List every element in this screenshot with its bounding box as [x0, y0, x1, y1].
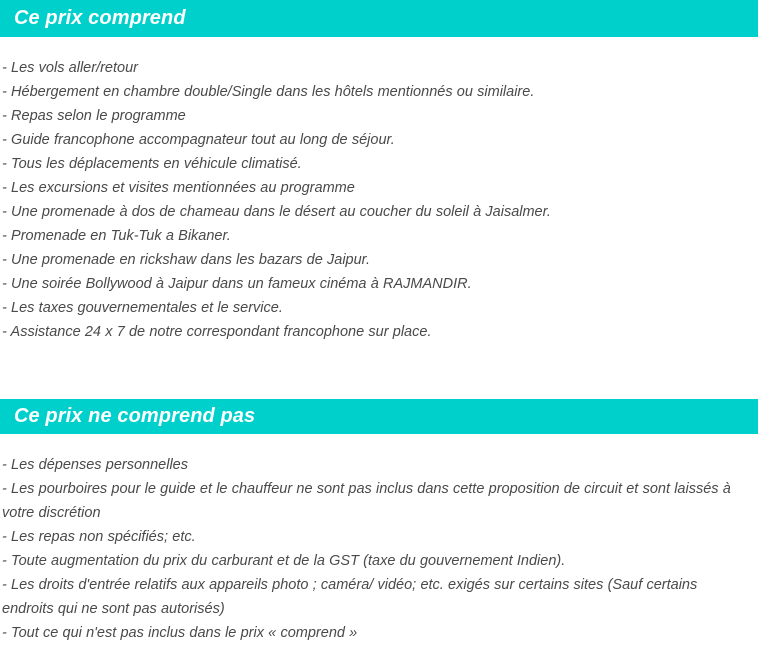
- spacer-below-not-included-heading: [0, 434, 758, 453]
- list-item: - Les dépenses personnelles: [2, 457, 188, 473]
- list-item: - Hébergement en chambre double/Single dans les hôtels mentionnés ou similaire.: [2, 84, 535, 100]
- list-item: - Une promenade en rickshaw dans les bazars de Jaipur.: [2, 252, 370, 268]
- list-item: - Toute augmentation du prix du carburant et de la GST (taxe du gouvernement Indien).: [2, 553, 566, 569]
- section-heading-not-included: Ce prix ne comprend pas: [0, 399, 758, 434]
- spacer-between-sections: [0, 344, 758, 399]
- list-item: - Les droits d'entrée relatifs aux appareils photo ; caméra/ vidéo; etc. exigés sur certains sites (Sauf certains endroits qui ne sont pas autorisés): [2, 577, 698, 617]
- spacer-below-included-heading: [0, 37, 758, 56]
- section-heading-included: Ce prix comprend: [0, 0, 758, 37]
- list-item: - Promenade en Tuk-Tuk a Bikaner.: [2, 228, 231, 244]
- list-item: - Les pourboires pour le guide et le chauffeur ne sont pas inclus dans cette proposition de circuit et sont laissés à votre discrétion: [2, 481, 731, 521]
- not-included-list: [0, 453, 758, 645]
- list-item: - Repas selon le programme: [2, 108, 186, 124]
- list-item: - Guide francophone accompagnateur tout au long de séjour.: [2, 132, 395, 148]
- list-item: - Une soirée Bollywood à Jaipur dans un fameux cinéma à RAJMANDIR.: [2, 276, 472, 292]
- list-item: - Les vols aller/retour: [2, 60, 138, 76]
- included-list: [0, 56, 758, 344]
- list-item: - Les repas non spécifiés; etc.: [2, 529, 196, 545]
- list-item: - Les taxes gouvernementales et le service.: [2, 300, 283, 316]
- section-not-included: [0, 399, 758, 645]
- list-item: - Tous les déplacements en véhicule climatisé.: [2, 156, 302, 172]
- list-item: - Les excursions et visites mentionnées au programme: [2, 180, 355, 196]
- list-item: - Une promenade à dos de chameau dans le désert au coucher du soleil à Jaisalmer.: [2, 204, 551, 220]
- list-item: - Assistance 24 x 7 de notre correspondant francophone sur place.: [2, 324, 432, 340]
- list-item: - Tout ce qui n'est pas inclus dans le prix « comprend »: [2, 625, 358, 641]
